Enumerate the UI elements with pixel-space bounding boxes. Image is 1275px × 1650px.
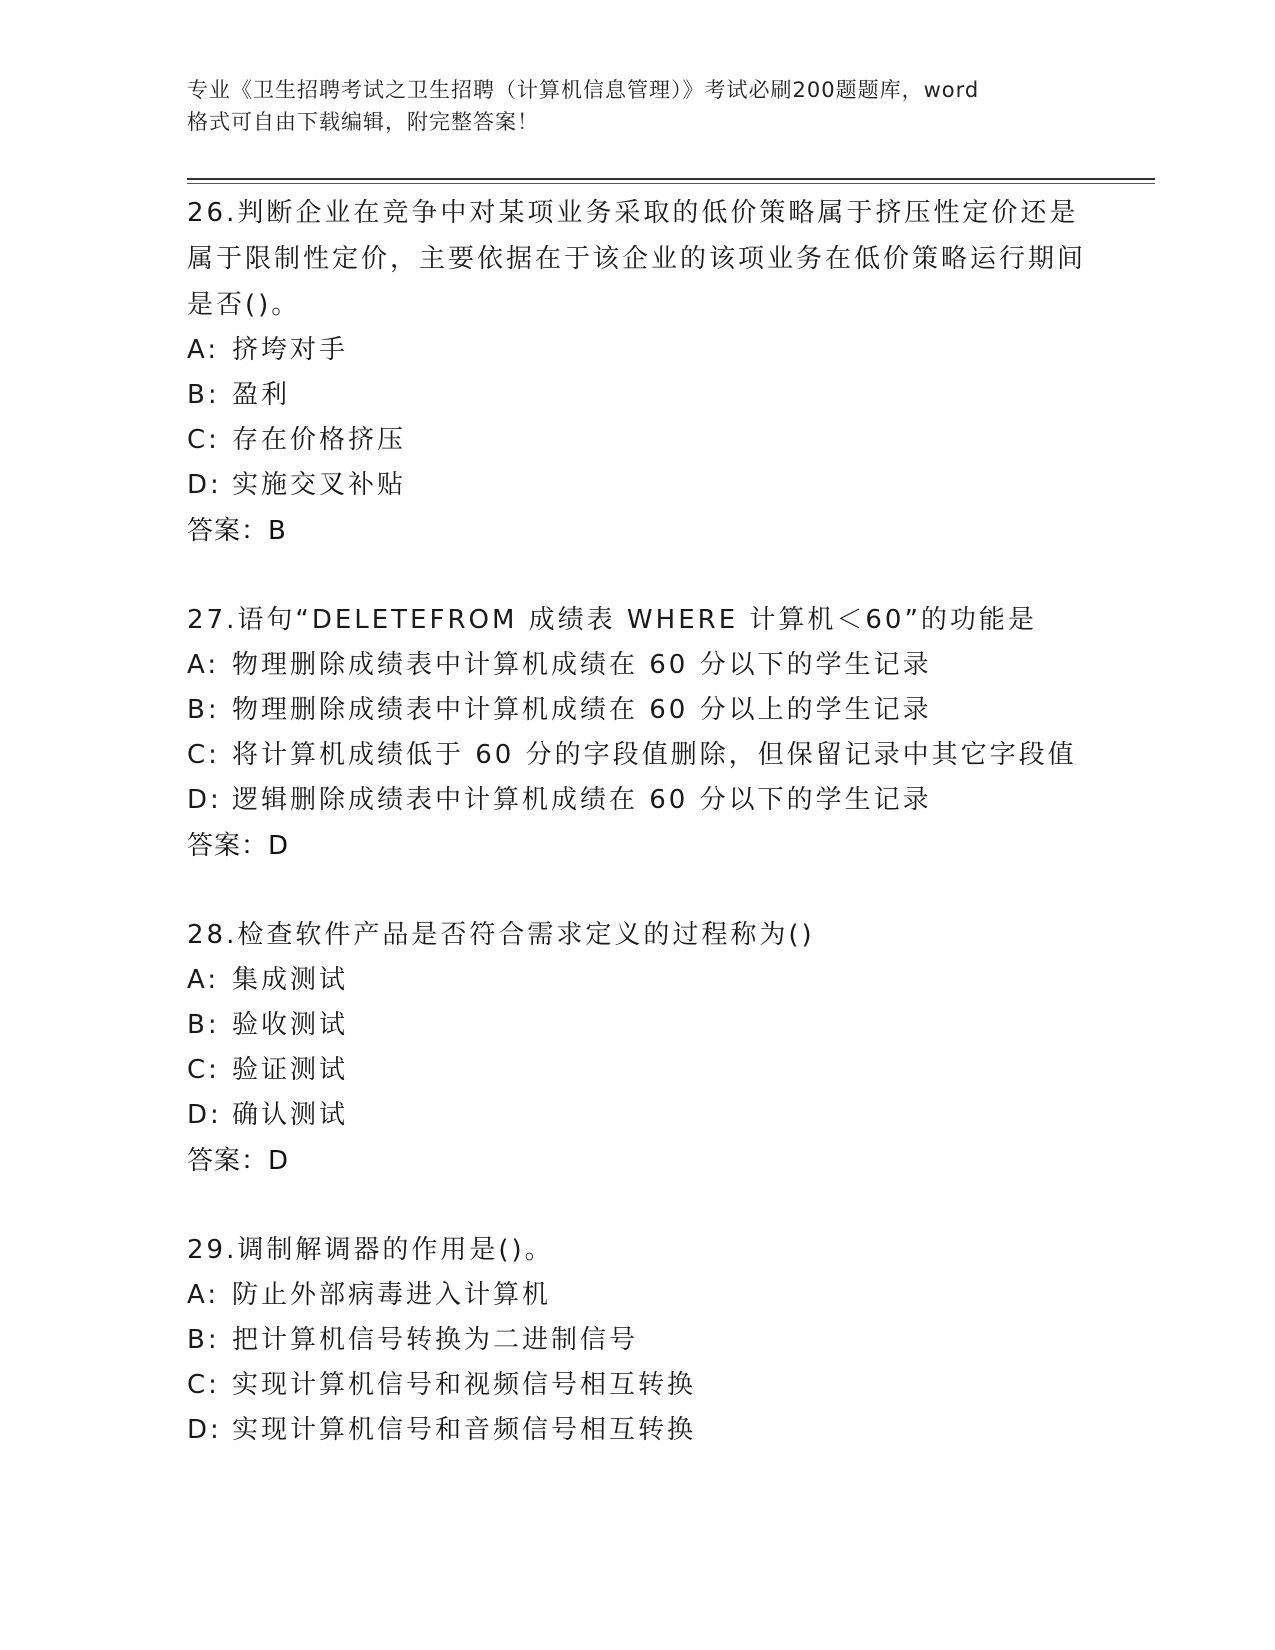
- option-a: [187, 328, 1087, 373]
- option-b: [187, 688, 1087, 733]
- question-list: [187, 190, 1087, 1496]
- option-d: [187, 1408, 1087, 1453]
- option-text: 物理删除成绩表中计算机成绩在 60 分以上的学生记录: [232, 695, 932, 725]
- option-letter: D:: [187, 785, 222, 815]
- option-c: [187, 1048, 1087, 1093]
- option-letter: B:: [187, 1325, 220, 1355]
- question-28: [187, 912, 1087, 1184]
- option-text: 实施交叉补贴: [232, 470, 407, 500]
- option-text: 实现计算机信号和视频信号相互转换: [232, 1370, 697, 1400]
- option-a: [187, 1273, 1087, 1318]
- option-text: 集成测试: [232, 965, 349, 995]
- question-stem: 27.语句“DELETEFROM 成绩表 WHERE 计算机＜60”的功能是: [187, 605, 1037, 635]
- question-stem: 28.检查软件产品是否符合需求定义的过程称为(): [187, 920, 815, 950]
- option-b: [187, 1318, 1087, 1363]
- option-text: 确认测试: [232, 1100, 349, 1130]
- option-d: [187, 1093, 1087, 1138]
- option-text: 实现计算机信号和音频信号相互转换: [232, 1415, 697, 1445]
- option-text: 物理删除成绩表中计算机成绩在 60 分以下的学生记录: [232, 650, 932, 680]
- question-stem: 29.调制解调器的作用是()。: [187, 1235, 554, 1265]
- answer-line: 答案：B: [187, 516, 287, 546]
- option-letter: B:: [187, 1010, 220, 1040]
- option-text: 验证测试: [232, 1055, 349, 1085]
- option-letter: B:: [187, 380, 220, 410]
- option-letter: C:: [187, 740, 220, 770]
- option-d: [187, 463, 1087, 508]
- option-c: [187, 1363, 1087, 1408]
- option-text: 把计算机信号转换为二进制信号: [232, 1325, 639, 1355]
- header-divider-thin: [187, 183, 1155, 184]
- option-letter: A:: [187, 650, 220, 680]
- option-text: 验收测试: [232, 1010, 349, 1040]
- option-letter: C:: [187, 1055, 220, 1085]
- question-stem: 26.判断企业在竞争中对某项业务采取的低价策略属于挤压性定价还是属于限制性定价，主要依据在于该企业的该项业务在低价策略运行期间是否()。: [187, 198, 1087, 320]
- option-a: [187, 643, 1087, 688]
- header-line-1: 专业《卫生招聘考试之卫生招聘（计算机信息管理）》考试必刷200题题库，word: [187, 78, 980, 102]
- question-26: [187, 190, 1087, 554]
- option-letter: A:: [187, 335, 220, 365]
- question-29: [187, 1227, 1087, 1453]
- option-text: 存在价格挤压: [232, 425, 407, 455]
- option-letter: C:: [187, 1370, 220, 1400]
- option-b: [187, 373, 1087, 418]
- option-c: [187, 418, 1087, 463]
- option-text: 挤垮对手: [232, 335, 349, 365]
- header-divider-thick: [187, 178, 1155, 180]
- option-text: 防止外部病毒进入计算机: [232, 1280, 552, 1310]
- option-b: [187, 1003, 1087, 1048]
- option-letter: C:: [187, 425, 220, 455]
- option-text: 逻辑删除成绩表中计算机成绩在 60 分以下的学生记录: [232, 785, 932, 815]
- option-letter: D:: [187, 470, 222, 500]
- option-letter: D:: [187, 1100, 222, 1130]
- option-text: 将计算机成绩低于 60 分的字段值删除，但保留记录中其它字段值: [232, 740, 1077, 770]
- option-letter: B:: [187, 695, 220, 725]
- header-line-2: 格式可自由下载编辑，附完整答案！: [187, 110, 539, 134]
- option-c: [187, 733, 1087, 778]
- option-d: [187, 778, 1087, 823]
- option-letter: A:: [187, 965, 220, 995]
- answer-line: 答案：D: [187, 831, 290, 861]
- option-a: [187, 958, 1087, 1003]
- option-letter: D:: [187, 1415, 222, 1445]
- question-27: [187, 597, 1087, 869]
- option-letter: A:: [187, 1280, 220, 1310]
- document-header: [187, 74, 1087, 138]
- answer-line: 答案：D: [187, 1146, 290, 1176]
- option-text: 盈利: [232, 380, 291, 410]
